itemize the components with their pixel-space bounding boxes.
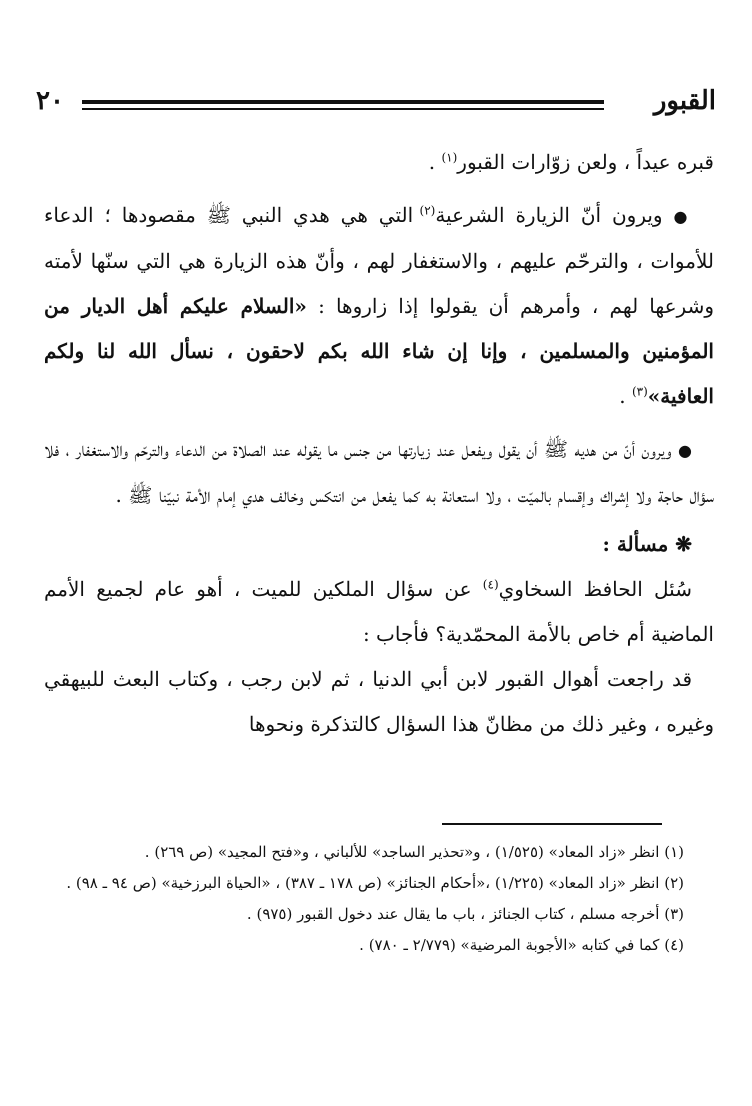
paragraph-end: . bbox=[428, 150, 442, 174]
footnote-ref: (٢) bbox=[419, 203, 436, 218]
page-number: ٢٠ bbox=[36, 86, 64, 116]
paragraph-text: قبره عيداً ، ولعن زوّارات القبور bbox=[457, 150, 714, 174]
footnote-ref: (١) bbox=[441, 150, 458, 165]
header-rule-thick bbox=[82, 100, 604, 104]
footnote-3: (٣) أخرجه مسلم ، كتاب الجنائز ، باب ما يقال عند دخول القبور (٩٧٥) . bbox=[246, 905, 684, 923]
footnote-separator bbox=[442, 823, 662, 825]
hadith-quote: «السلام عليكم أهل الديار من المؤمنين والمسلمين ، وإنا إن شاء الله بكم لاحقون ، نسأل الله لنا ولكم العافية» bbox=[44, 294, 714, 408]
bullet-icon: ● bbox=[677, 441, 692, 460]
paragraph-guidance bbox=[44, 427, 714, 518]
paragraph-end: . bbox=[619, 384, 632, 408]
paragraph-text: ويرون أنّ الزيارة الشرعية bbox=[435, 203, 674, 227]
paragraph-text: التي هي هدي النبي ﷺ مقصودها ؛ الدعاء للأموات ، والترحّم عليهم ، والاستغفار لهم ، وأنّ هذه الزيارة هي التي سنّها لأمته وشرعها لهم ، وأمرهم أن يقولوا إذا زاروها : bbox=[44, 203, 715, 318]
paragraph-visit bbox=[44, 193, 714, 419]
paragraph-answer bbox=[44, 657, 714, 747]
paragraph-text: سُئل الحافظ السخاوي bbox=[498, 577, 692, 601]
footnotes bbox=[44, 837, 684, 961]
running-title: القبور bbox=[653, 86, 716, 116]
footnote-2: (٢) انظر «زاد المعاد» (١/٢٢٥) ،«أحكام الجنائز» (ص ١٧٨ ـ ٣٨٧) ، «الحياة البرزخية» (ص ٩٤ ـ ٩٨) . bbox=[66, 874, 684, 892]
paragraph-text: ويرون أنّ من هديه ﷺ أن يقول ويفعل عند زيارتها من جنس ما يقوله عند الصلاة من الدعاء والترحّم والاستغفار ، فلا سؤال حاجة ولا إشراك وإقسام بالميّت ، ولا استعانة به كما يفعل من انتكس وخالف هدي إمام الأمة نبيّنا ﷺ . bbox=[44, 437, 714, 507]
paragraph-continuation bbox=[44, 140, 714, 185]
header-rule-thin bbox=[82, 108, 604, 110]
footnote-1: (١) انظر «زاد المعاد» (١/٥٢٥) ، و«تحذير الساجد» للألباني ، و«فتح المجيد» (ص ٢٦٩) . bbox=[144, 843, 684, 861]
main-text bbox=[44, 140, 714, 747]
paragraph-text: قد راجعت أهوال القبور لابن أبي الدنيا ، ثم لابن رجب ، وكتاب البعث للبيهقي وغيره ، وغير ذلك من مظانّ هذا السؤال كالتذكرة ونحوها bbox=[44, 667, 714, 736]
footnote-ref: (٤) bbox=[482, 577, 499, 592]
paragraph-text: عن سؤال الملكين للميت ، أهو عام لجميع الأمم الماضية أم خاص بالأمة المحمّدية؟ فأجاب : bbox=[44, 577, 714, 646]
page-header bbox=[36, 86, 716, 126]
section-heading: ❋ مسألة : bbox=[602, 532, 692, 556]
paragraph-question bbox=[44, 567, 714, 657]
bullet-icon: ● bbox=[673, 207, 693, 226]
footnote-ref: (٣) bbox=[631, 384, 648, 399]
footnote-4: (٤) كما في كتابه «الأجوبة المرضية» (٢/٧٧٩ ـ ٧٨٠) . bbox=[359, 936, 684, 954]
